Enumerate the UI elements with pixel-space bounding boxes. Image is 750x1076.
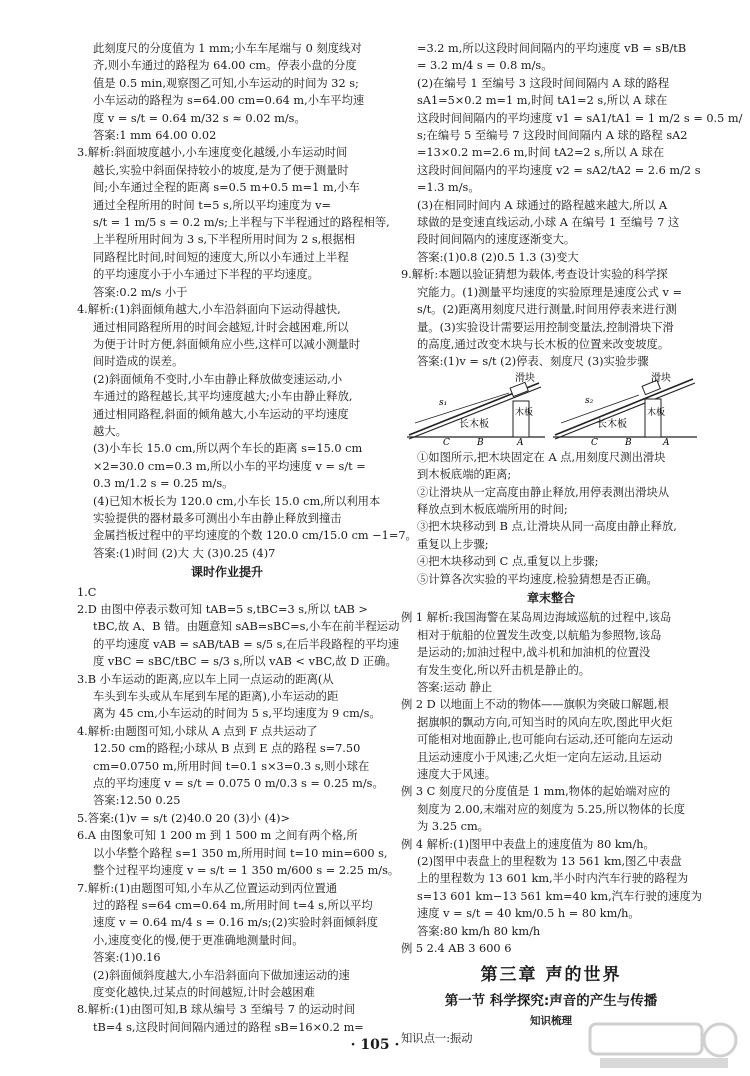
text-line: (2)斜面倾角不变时,小车由静止释放做变速运动,小 bbox=[93, 372, 343, 386]
text-line: 速度 v = s/t = 40 km/0.5 h = 80 km/h。 bbox=[417, 907, 640, 921]
text-line: ④把木块移动到 C 点,重复以上步骤; bbox=[417, 555, 599, 569]
text-line: s/t。(2)距离用刻度尺进行测量,时间用停表来进行测 bbox=[417, 303, 677, 317]
text-line: (3)在相同时间内 A 球通过的路程越来越大,所以 A bbox=[417, 198, 668, 212]
text-line: cm=0.0750 m,所用时间 t=0.1 s×3=0.3 s,则小球在 bbox=[93, 759, 370, 773]
text-line: 重复以上步骤; bbox=[417, 537, 489, 551]
text-line: 离为 45 cm,小车运动的时间为 5 s,平均速度为 9 cm/s。 bbox=[93, 707, 381, 721]
text-line: 为便于计时方便,斜面倾角应小些,这样可以减小测量时 bbox=[93, 337, 361, 351]
text-line: 小,速度变化的慢,便于更准确地测量时间。 bbox=[93, 933, 304, 947]
incline-setup-1 bbox=[407, 371, 545, 448]
text-line: 例 3 C 刻度尺的分度值是 1 mm,物体的起始端对应的 bbox=[401, 785, 671, 799]
text-line: 球做的是变速直线运动,小球 A 在编号 1 至编号 7 这 bbox=[417, 216, 680, 230]
text-line: 速度 v = 0.64 m/4 s = 0.16 m/s;(2)实验时斜面倾斜度 bbox=[93, 916, 378, 930]
text-line: 7.解析:(1)由题图可知,小车从乙位置运动到丙位置通 bbox=[77, 881, 338, 895]
text-line: ⑤计算各次实验的平均速度,检验猜想是否正确。 bbox=[417, 572, 658, 586]
text-line: 答案:12.50 0.25 bbox=[93, 794, 181, 808]
text-line: =13×0.2 m=2.6 m,时间 tA2=2 s,所以 A 球在 bbox=[417, 146, 665, 160]
text-line: (2)图甲中表盘上的里程数为 13 561 km,图乙中表盘 bbox=[417, 855, 682, 869]
text-line: 的平均速度 vAB = sAB/tAB = s/5 s,在后半段路程的平均速 bbox=[93, 637, 400, 651]
text-line: 6.A 由图象可知 1 200 m 到 1 500 m 之间有两个格,所 bbox=[77, 829, 358, 843]
fig2-slider: 滑块 bbox=[651, 372, 671, 384]
text-line: ③把木块移动到 B 点,让滑块从同一高度由静止释放, bbox=[417, 520, 677, 534]
text-line: 齐,则小车通过的路程为 64.00 cm。停表小盘的分度 bbox=[93, 59, 357, 73]
text-line: ②让滑块从一定高度由静止释放,用停表测出滑块从 bbox=[417, 485, 670, 499]
text-line: s;在编号 5 至编号 7 这段时间间隔内 A 球的路程 sA2 bbox=[417, 129, 688, 143]
text-line: 2.D 由图中停表示数可知 tAB=5 s,tBC=3 s,所以 tAB > bbox=[77, 603, 368, 616]
text-line: 这段时间间隔内的平均速度 v2 = sA2/tA2 = 2.6 m/2 s bbox=[417, 163, 701, 177]
text-line: ×2=30.0 cm=0.3 m,所以小车的平均速度 v = s/t = bbox=[93, 459, 366, 473]
text-line: 且运动速度小于风速;乙火炬一定向左运动,且运动 bbox=[417, 750, 662, 764]
subheading: 知识梳理 bbox=[530, 1014, 572, 1027]
fig1-s: s₁ bbox=[439, 397, 448, 408]
text-line: 金属挡板过程中的平均速度的个数 120.0 cm/15.0 cm −1=7。 bbox=[93, 529, 417, 543]
text-line: 车头到车头或从车尾到车尾的距离),小车运动的距 bbox=[93, 690, 339, 704]
text-line: 过的路程 s=64 cm=0.64 m,所用时间 t=4 s,所以平均 bbox=[93, 898, 373, 912]
text-line: 是运动的;加油过程中,战斗机和加油机的位置没 bbox=[417, 646, 651, 660]
fig2-block: 木板 bbox=[647, 407, 666, 418]
text-line: 答案:(1)v = s/t (2)停表、刻度尺 (3)实验步骤 bbox=[417, 355, 649, 369]
fig2-s: s₂ bbox=[585, 395, 594, 406]
text-line: 这段时间间隔内的平均速度 v1 = sA1/tA1 = 1 m/2 s = 0.5 m/ bbox=[417, 111, 743, 125]
text-line: 同路程比时间,时间短的速度大,所以小车通过上半程 bbox=[93, 250, 349, 264]
text-line: 释放点到木板底端所用的时间; bbox=[417, 502, 568, 516]
text-line: 段时间间隔内的速度逐渐变大。 bbox=[417, 233, 576, 247]
text-line: 此刻度尺的分度值为 1 mm;小车车尾端与 0 刻度线对 bbox=[93, 42, 362, 55]
text-line: 3.B 小车运动的距离,应以车上同一点运动的距离(从 bbox=[77, 672, 334, 686]
text-line: 车通过的路程越长,其平均速度越大;小车由静止释放, bbox=[93, 390, 353, 404]
text-line: = 3.2 m/4 s = 0.8 m/s。 bbox=[417, 59, 553, 73]
text-line: 答案:0.2 m/s 小于 bbox=[93, 285, 188, 299]
text-line: 上的里程数为 13 601 km,半小时内汽车行驶的路程为 bbox=[417, 872, 689, 886]
text-line: 通过相同路程,斜面的倾角越大,小车运动的平均速度 bbox=[93, 407, 349, 421]
text-line: 究能力。(1)测量平均速度的实验原理是速度公式 v = bbox=[417, 285, 682, 299]
text-line: 度变化越快,过某点的时间越短,计时会越困难 bbox=[93, 985, 315, 999]
text-line: 1.C bbox=[77, 585, 97, 599]
text-line: 3.解析:斜面坡度越小,小车速度变化越缓,小车运动时间 bbox=[77, 146, 348, 160]
incline-setup-2 bbox=[553, 371, 697, 448]
text-line: 9.解析:本题以验证猜想为载体,考查设计实验的科学探 bbox=[401, 268, 668, 282]
watermark-logo-icon bbox=[584, 1018, 744, 1072]
text-line: tB=4 s,这段时间间隔内通过的路程 sB=16×0.2 m= bbox=[93, 1020, 364, 1034]
text-line: 12.50 cm的路程;小球从 B 点到 E 点的路程 s=7.50 bbox=[93, 742, 361, 756]
fig1-A: A bbox=[517, 437, 524, 448]
text-line: 为 3.25 cm。 bbox=[417, 820, 489, 834]
experiment-figure bbox=[401, 372, 701, 448]
text-line: 例 4 解析:(1)图甲中表盘上的速度值为 80 km/h。 bbox=[401, 837, 655, 851]
section-heading: 课时作业提升 bbox=[190, 565, 263, 580]
fig1-block: 木板 bbox=[515, 407, 534, 418]
text-line: 越大。 bbox=[93, 424, 127, 438]
text-line: 整个过程平均速度 v = s/t = 1 350 m/600 s = 2.25 m/s。 bbox=[93, 864, 400, 878]
text-line: 的平均速度小于小车通过下半程的平均速度。 bbox=[93, 268, 319, 282]
text-line: 的高度,通过改变木块与长木板的位置来改变坡度。 bbox=[417, 337, 670, 351]
text-line: s/t = 1 m/5 s = 0.2 m/s;上半程与下半程通过的路程相等, bbox=[93, 216, 390, 230]
text-line: 例 2 D 以地面上不动的物体——旗帜为突破口解题,根 bbox=[401, 698, 669, 712]
right-column bbox=[401, 40, 743, 1045]
text-line: 有发生变化,所以歼击机是静止的。 bbox=[417, 663, 591, 677]
text-line: 值是 0.5 min,观察图乙可知,小车运动的时间为 32 s; bbox=[93, 76, 359, 90]
text-line: 相对于航船的位置发生改变,以航船为参照物,该岛 bbox=[417, 628, 662, 642]
text-line: sA1=5×0.2 m=1 m,时间 tA1=2 s,所以 A 球在 bbox=[417, 94, 668, 108]
section-title: 第一节 科学探究:声音的产生与传播 bbox=[444, 992, 658, 1009]
text-line: s=13 601 km−13 561 km=40 km,汽车行驶的速度为 bbox=[417, 889, 703, 903]
text-line: 量。(3)实验设计需要运用控制变量法,控制滑块下滑 bbox=[417, 320, 674, 334]
text-line: 知识点一:振动 bbox=[401, 1031, 473, 1045]
text-line: ①如图所示,把木块固定在 A 点,用刻度尺测出滑块 bbox=[417, 450, 666, 464]
text-line: 间时造成的误差。 bbox=[93, 355, 184, 369]
text-line: 例 1 解析:我国海警在某岛周边海域巡航的过程中,该岛 bbox=[401, 611, 672, 625]
text-line: 间;小车通过全程的距离 s=0.5 m+0.5 m=1 m,小车 bbox=[93, 181, 360, 195]
text-line: 答案:(1)0.16 bbox=[93, 951, 161, 965]
fig1-B: B bbox=[477, 437, 484, 448]
section-heading: 章末整合 bbox=[526, 590, 575, 605]
left-column bbox=[77, 40, 417, 1034]
text-line: 速度大于风速。 bbox=[417, 768, 497, 782]
text-line: 点的平均速度 v = s/t = 0.075 0 m/0.3 s = 0.25 m/s。 bbox=[93, 777, 384, 791]
text-line: 答案:(1)时间 (2)大 大 (3)0.25 (4)7 bbox=[93, 546, 276, 560]
text-line: 4.解析:由题图可知,小球从 A 点到 F 点共运动了 bbox=[77, 724, 318, 738]
text-line: 例 5 2.4 AB 3 600 6 bbox=[401, 942, 512, 956]
text-line: 越长,实验中斜面保持较小的坡度,是为了便于测量时 bbox=[93, 163, 349, 177]
text-line: 答案:(1)0.8 (2)0.5 1.3 (3)变大 bbox=[417, 250, 579, 264]
text-line: 度 v = s/t = 0.64 m/32 s ≈ 0.02 m/s。 bbox=[93, 111, 306, 125]
text-line: 8.解析:(1)由图可知,B 球从编号 3 至编号 7 的运动时间 bbox=[77, 1003, 356, 1017]
incline-diagram bbox=[401, 372, 701, 448]
fig1-board: 长木板 bbox=[459, 418, 489, 430]
text-line: tBC,故 A、B 错。由题意知 sAB=sBC=s,小车在前半程运动 bbox=[93, 620, 400, 634]
text-line: (2)斜面倾斜度越大,小车沿斜面向下做加速运动的速 bbox=[93, 968, 350, 982]
fig2-board: 长木板 bbox=[597, 418, 627, 430]
text-line: 答案:1 mm 64.00 0.02 bbox=[93, 129, 217, 143]
text-line: 通过相同路程所用的时间会越短,计时会越困难,所以 bbox=[93, 320, 349, 334]
text-line: 0.3 m/1.2 s = 0.25 m/s。 bbox=[93, 477, 234, 491]
fig1-C: C bbox=[443, 437, 450, 448]
text-line: 度 vBC = sBC/tBC = s/3 s,所以 vAB < vBC,故 D 正确。 bbox=[93, 655, 397, 669]
text-line: 到木板底端的距离; bbox=[417, 468, 512, 482]
text-line: 4.解析:(1)斜面倾角越大,小车沿斜面向下运动得越快, bbox=[77, 303, 341, 317]
text-line: (3)小车长 15.0 cm,所以两个车长的距离 s=15.0 cm bbox=[93, 442, 363, 456]
text-line: 答案:运动 静止 bbox=[417, 681, 493, 694]
text-line: (4)已知木板长为 120.0 cm,小车长 15.0 cm,所以利用本 bbox=[93, 494, 381, 508]
text-line: 实验提供的器材最多可测出小车由静止释放到撞击 bbox=[93, 511, 342, 525]
text-line: =3.2 m,所以这段时间间隔内的平均速度 vB = sB/tB bbox=[417, 42, 687, 55]
text-line: 通过全程所用的时间 t=5 s,所以平均速度为 v= bbox=[93, 198, 331, 212]
fig2-B: B bbox=[625, 437, 632, 448]
fig2-C: C bbox=[591, 437, 598, 448]
text-line: =1.3 m/s。 bbox=[417, 181, 480, 195]
fig2-A: A bbox=[663, 437, 670, 448]
text-line: (2)在编号 1 至编号 3 这段时间间隔内 A 球的路程 bbox=[417, 76, 670, 90]
text-line: 小车运动的路程为 s=64.00 cm=0.64 m,小车平均速 bbox=[93, 94, 365, 108]
text-line: 5.答案:(1)v = s/t (2)40.0 20 (3)小 (4)> bbox=[77, 811, 291, 825]
text-line: 答案:80 km/h 80 km/h bbox=[417, 924, 541, 938]
text-line: 据旗帜的飘动方向,可知当时的风向左吹,图此甲火炬 bbox=[417, 715, 673, 729]
page-number: · 105 · bbox=[350, 1037, 400, 1053]
text-line: 刻度为 2.00,末端对应的刻度为 5.25,所以物体的长度 bbox=[417, 802, 686, 816]
text-line: 以小华整个路程 s=1 350 m,所用时间 t=10 min=600 s, bbox=[93, 846, 388, 860]
fig1-slider: 滑块 bbox=[515, 372, 535, 384]
text-line: 可能相对地面静止,也可能向右运动,还可能向左运动 bbox=[417, 733, 673, 747]
text-line: 上半程所用时间为 3 s,下半程所用时间为 2 s,根据相 bbox=[93, 233, 356, 247]
chapter-title: 第三章 声的世界 bbox=[480, 964, 622, 985]
